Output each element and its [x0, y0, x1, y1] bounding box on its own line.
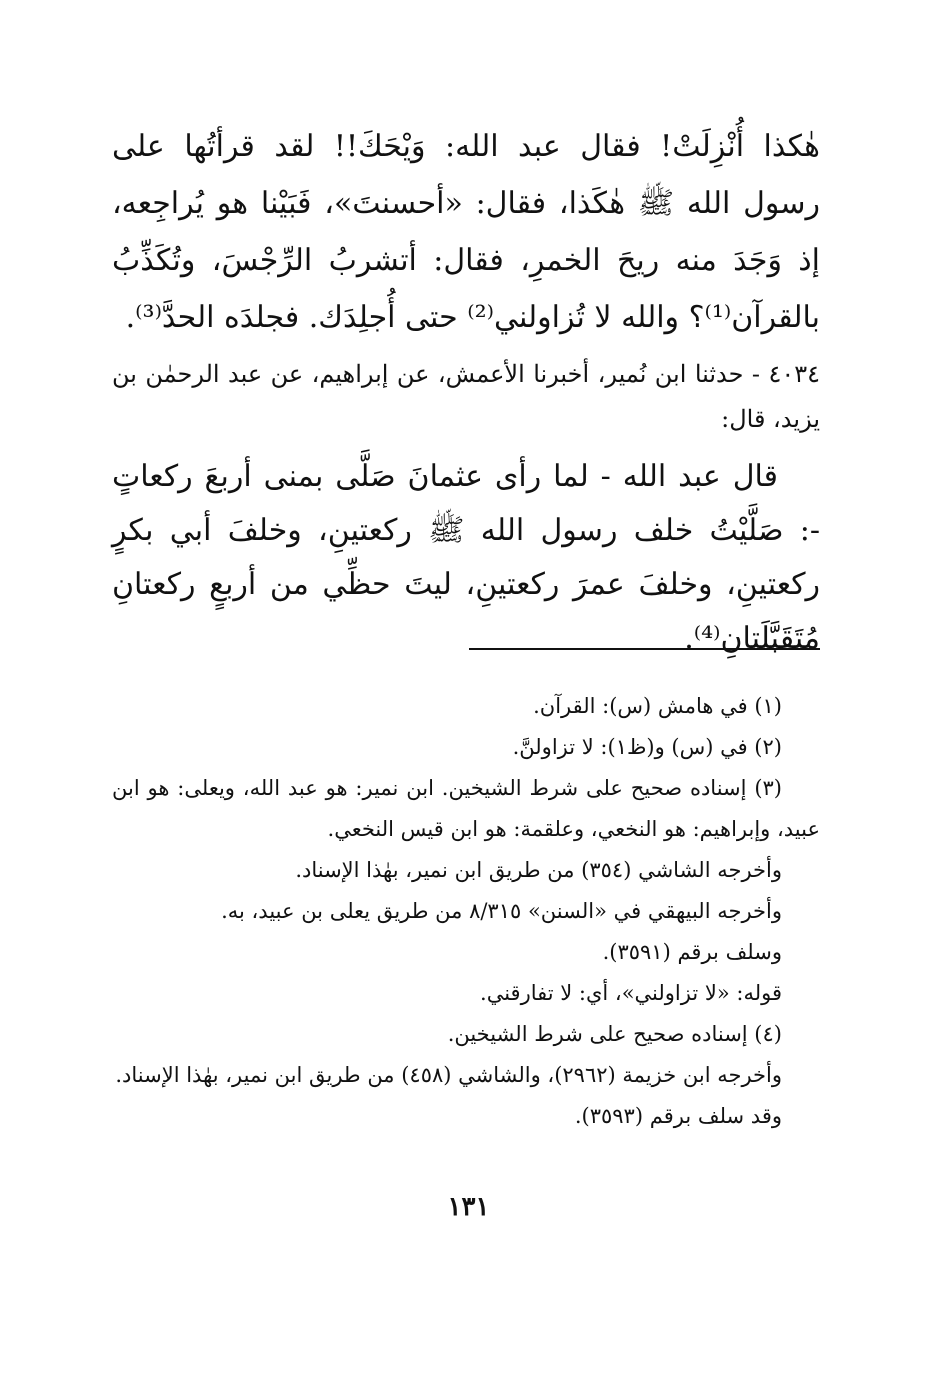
footnote-separator: [469, 648, 820, 650]
footnote-3-line: وأخرجه البيهقي في «السنن» ٨/٣١٥ من طريق يعلى بن عبيد، به.: [221, 899, 782, 923]
footnote-4-line: وأخرجه ابن خزيمة (٢٩٦٢)، والشاشي (٤٥٨) من طريق ابن نمير، بهٰذا الإسناد.: [115, 1063, 782, 1087]
footnote-4: (٤) إسناده صحيح على شرط الشيخين.: [447, 1022, 782, 1046]
main-text: [112, 118, 820, 666]
page-number: ١٣١: [447, 1192, 490, 1222]
hadith-matn: قال عبد الله - لما رأى عثمانَ صَلَّى بمنى أربعَ ركعاتٍ -: صَلَّيْتُ خلف رسول الله ﷺ ركعتينِ، وخلفَ أبي بكرٍ ركعتينِ، وخلفَ عمرَ ركعتينِ، ليتَ حظِّي من أربعٍ ركعتانِ مُتَقَبَّلَتانِ⁽⁴⁾.: [112, 459, 820, 656]
footnote-3-line: وأخرجه الشاشي (٣٥٤) من طريق ابن نمير، بهٰذا الإسناد.: [295, 858, 782, 882]
footnote-3-line: وسلف برقم (٣٥٩١).: [602, 940, 782, 964]
footnote-3: (٣) إسناده صحيح على شرط الشيخين. ابن نمير: هو عبد الله، ويعلى: هو ابن عبيد، وإبراهيم: هو النخعي، وعلقمة: هو ابن قيس النخعي.: [112, 776, 820, 841]
main-paragraph: هٰكذا أُنْزِلَتْ! فقال عبد الله: وَيْحَكَ!! لقد قرأتُها على رسول الله ﷺ هٰكَذا، فقال: «أحسنتَ»، فَبَيْنا هو يُراجِعه، إذ وَجَدَ منه ريحَ الخمرِ، فقال: أتشربُ الرِّجْسَ، وتُكَذِّبُ بالقرآن⁽¹⁾؟ والله لا تُزاولني⁽²⁾ حتى أُجلِدَك. فجلدَه الحدَّ⁽³⁾.: [112, 129, 820, 335]
footnote-2: (٢) في (س) و(ظ١): لا تزاولنَّ.: [512, 735, 782, 759]
footnote-4-line: وقد سلف برقم (٣٥٩٣).: [574, 1104, 782, 1128]
footnote-1: (١) في هامش (س): القرآن.: [533, 694, 782, 718]
hadith-isnad: ٤٠٣٤ - حدثنا ابن نُمير، أخبرنا الأعمش، عن إبراهيم، عن عبد الرحمٰن بن يزيد، قال:: [112, 360, 820, 433]
footnotes: [112, 686, 820, 1137]
footnote-3-line: قوله: «لا تزاولني»، أي: لا تفارقني.: [480, 981, 782, 1005]
